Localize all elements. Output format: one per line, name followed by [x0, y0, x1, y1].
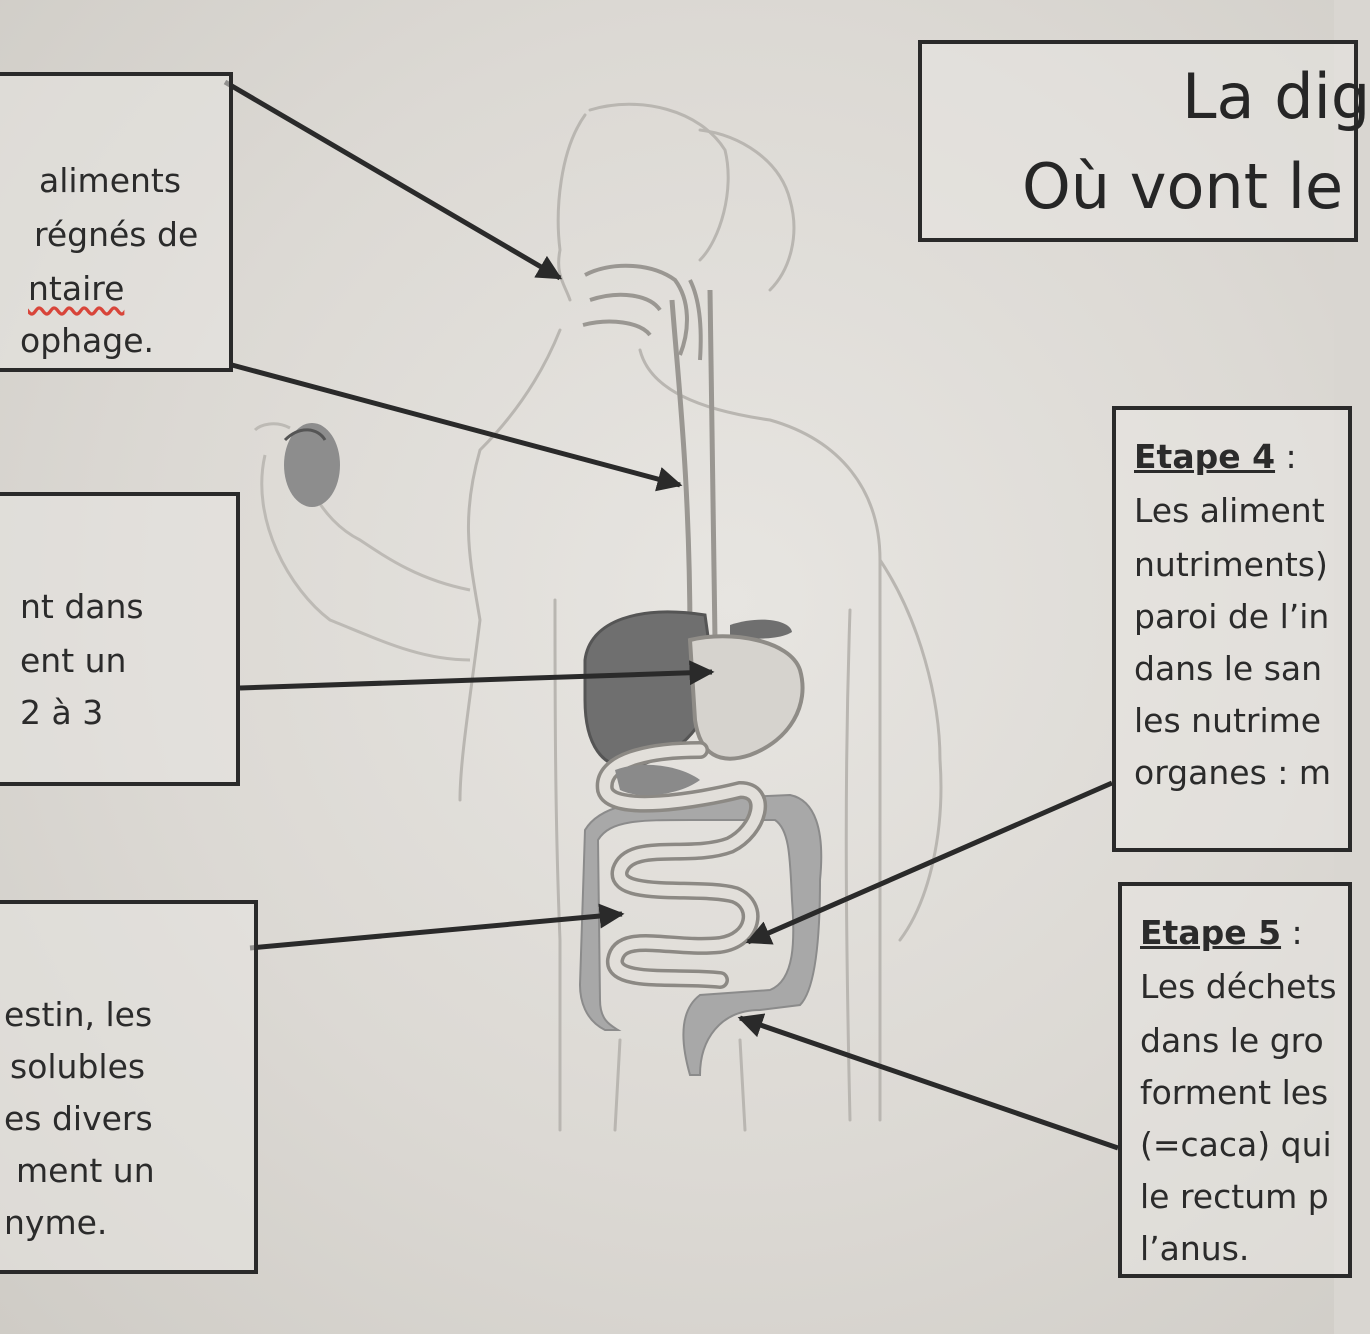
step-heading: [1140, 913, 1303, 952]
step-heading-colon: :: [1285, 437, 1297, 476]
step-heading-label: Etape 5: [1140, 913, 1282, 952]
step-box-mouth: [0, 72, 233, 372]
text-line: ent un: [20, 641, 127, 680]
text-line-spellcheck: ntaire: [28, 269, 125, 308]
arrow-mouth: [225, 82, 560, 278]
text-line: paroi de l’in: [1134, 597, 1330, 636]
text-line: Les déchets: [1140, 967, 1337, 1006]
esophagus: [672, 290, 715, 640]
arrow-small-intestine: [250, 914, 622, 948]
title-line-2: Où vont le: [1022, 150, 1344, 223]
arrow-large-intestine: [740, 1018, 1118, 1148]
text-line: nt dans: [20, 587, 144, 626]
text-line: ment un: [16, 1151, 155, 1190]
step-box-etape-5: [1118, 882, 1352, 1278]
text-line: forment les: [1140, 1073, 1329, 1112]
text-line: régnés de: [34, 215, 199, 254]
text-line: nutriments): [1134, 545, 1328, 584]
text-line: le rectum p: [1140, 1177, 1329, 1216]
text-line: ophage.: [20, 321, 155, 360]
text-line: es divers: [4, 1099, 153, 1138]
step-box-intestine: [0, 900, 258, 1274]
step-box-etape-4: [1112, 406, 1352, 852]
step-heading-label: Etape 4: [1134, 437, 1276, 476]
text-line: Les aliment: [1134, 491, 1325, 530]
text-line: l’anus.: [1140, 1229, 1250, 1268]
text-line: organes : m: [1134, 753, 1332, 792]
title-line-1: La dig: [1182, 60, 1370, 133]
text-line: estin, les: [4, 995, 153, 1034]
step-box-stomach: [0, 492, 240, 786]
text-line: 2 à 3: [20, 693, 104, 732]
text-line: dans le san: [1134, 649, 1323, 688]
text-line: (=caca) qui: [1140, 1125, 1332, 1164]
text-line: les nutrime: [1134, 701, 1322, 740]
text-line: dans le gro: [1140, 1021, 1324, 1060]
text-line: aliments: [39, 161, 182, 200]
step-heading: [1134, 437, 1297, 476]
text-line: nyme.: [4, 1203, 108, 1242]
mouth-pharynx: [583, 266, 701, 360]
text-line: solubles: [10, 1047, 146, 1086]
step-heading-colon: :: [1291, 913, 1303, 952]
title-box: [918, 40, 1370, 242]
stomach: [690, 636, 803, 758]
